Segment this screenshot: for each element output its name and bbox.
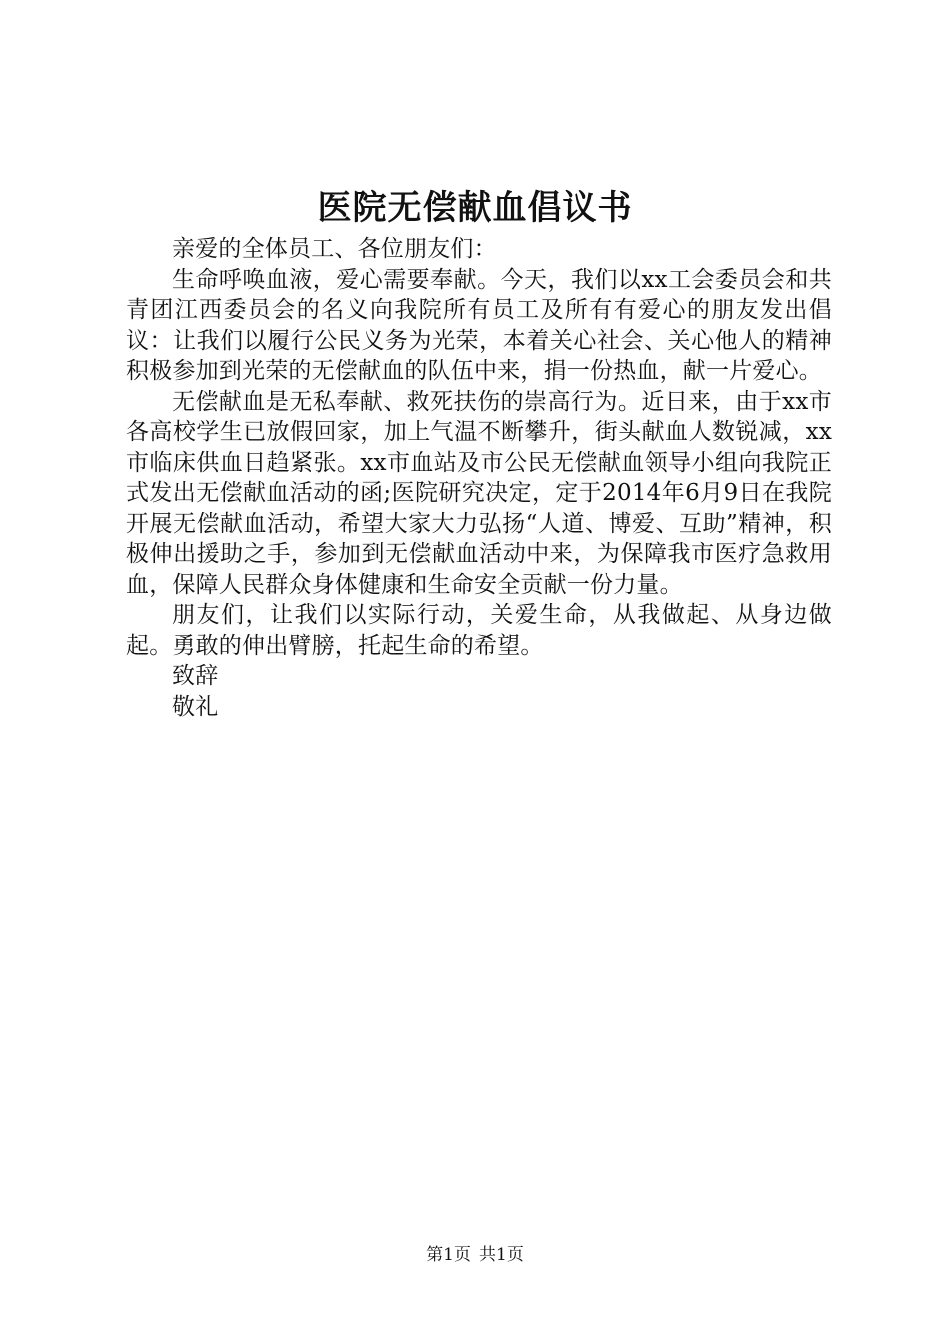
page-number-current: 第1页 — [426, 1245, 471, 1265]
page-footer — [0, 1243, 950, 1267]
document-body — [126, 234, 832, 722]
document-title: 医院无偿献血倡议书 — [317, 188, 633, 228]
salutation: 亲爱的全体员工、各位朋友们： — [172, 236, 497, 262]
closing-remarks: 致辞 — [172, 663, 219, 689]
paragraph-1: 生命呼唤血液，爱心需要奉献。今天，我们以xx工会委员会和共青团江西委员会的名义向我院所有员工及所有有爱心的朋友发出倡议：让我们以履行公民义务为光荣，本着关心社会、关心他人的精神积极参加到光荣的无偿献血的队伍中来，捐一份热血，献一片爱心。 — [126, 266, 832, 384]
paragraph-2: 无偿献血是无私奉献、救死扶伤的崇高行为。近日来，由于xx市各高校学生已放假回家，加上气温不断攀升，街头献血人数锐减，xx市临床供血日趋紧张。xx市血站及市公民无偿献血领导小组向我院正式发出无偿献血活动的函;医院研究决定，定于2014年6月9日在我院开展无偿献血活动，希望大家大力弘扬“人道、博爱、互助”精神，积极伸出援助之手，参加到无偿献血活动中来，为保障我市医疗急救用血，保障人民群众身体健康和生命安全贡献一份力量。 — [126, 388, 832, 598]
page-number-total: 共1页 — [479, 1245, 524, 1265]
closing-salute: 敬礼 — [172, 693, 219, 720]
paragraph-3: 朋友们，让我们以实际行动，关爱生命，从我做起、从身边做起。勇敢的伸出臂膀，托起生命的希望。 — [126, 602, 832, 659]
